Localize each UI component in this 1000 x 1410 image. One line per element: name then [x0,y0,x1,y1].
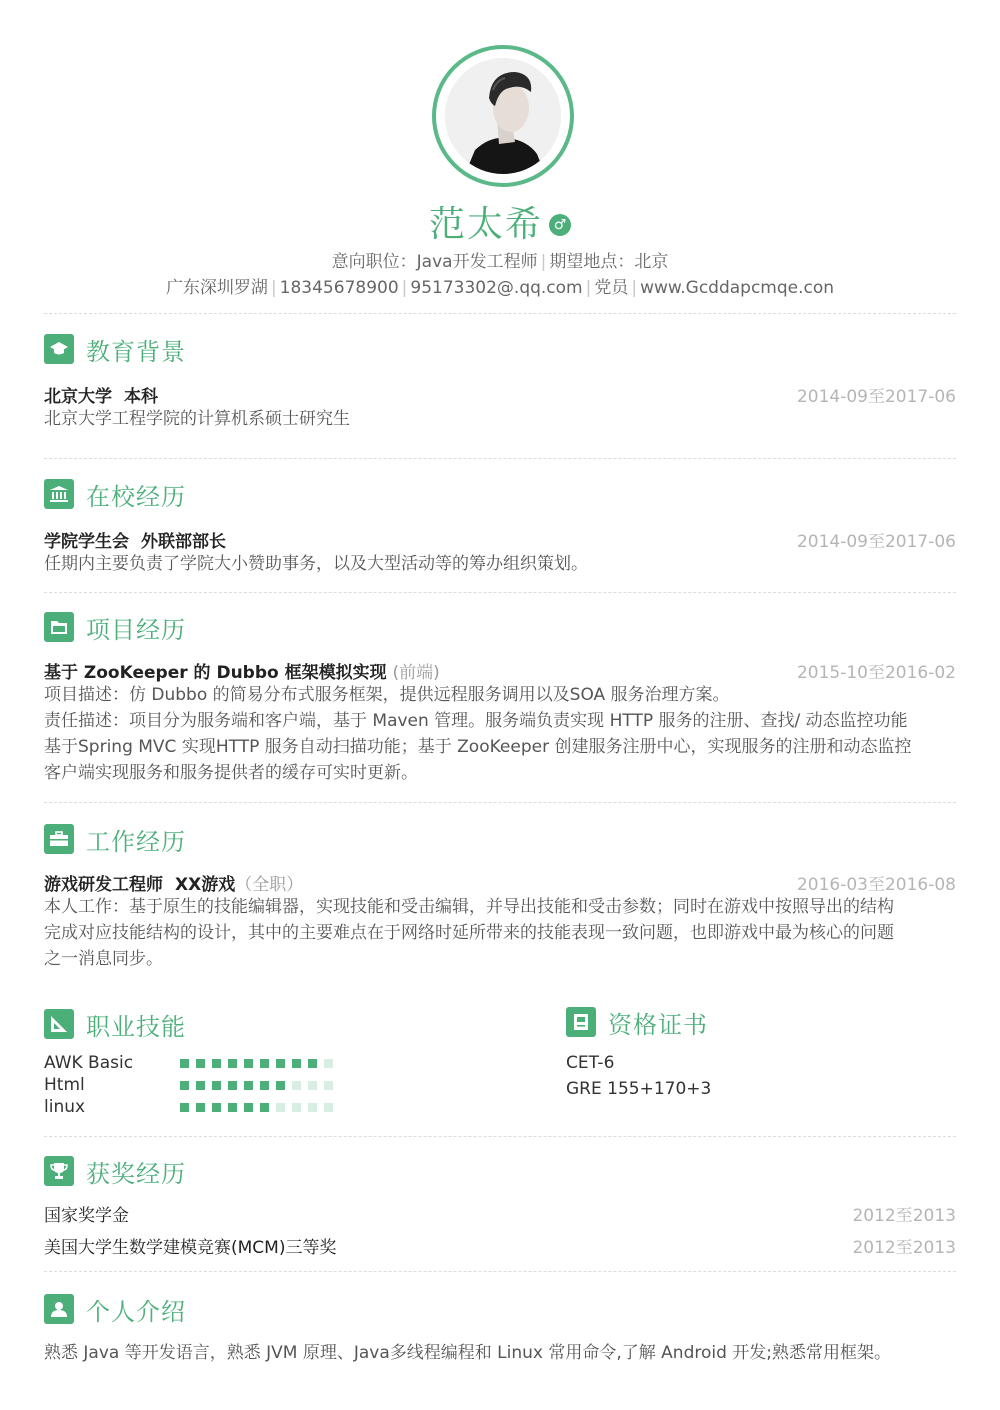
skill-dot-empty [292,1103,301,1112]
award-row [44,1201,956,1227]
award-name: 国家奖学金 [44,1206,129,1226]
skill-name: AWK Basic [44,1053,134,1073]
work-heading [44,870,303,895]
skill-dot-filled [244,1059,253,1068]
date: 2012至2013 [852,1238,956,1258]
avatar-frame [432,45,574,187]
campus-row [44,527,956,553]
certificate-icon [566,1007,596,1037]
campus-desc: 任期内主要负责了学院大小赞助事务，以及大型活动等的筹办组织策划。 [44,554,588,574]
job-type: （全职） [235,875,304,895]
text-line: 客户端实现服务和服务提供者的缓存可实时更新。 [44,763,418,783]
person-icon [44,1294,74,1324]
separator: | [270,278,277,298]
job-intent-line [0,247,1000,272]
skill-dot-empty [292,1081,301,1090]
education-row [44,382,956,408]
skill-dot-filled [180,1059,189,1068]
project-desc [44,682,956,786]
separator: | [585,278,592,298]
skill-dot-filled [196,1081,205,1090]
company: XX游戏 [175,875,236,895]
resume-header [0,0,1000,310]
project-row [44,658,956,684]
party: 党员 [594,278,629,298]
date: 2015-10至2016-02 [796,663,956,683]
skill-dot-filled [212,1103,221,1112]
skill-dot-empty [324,1103,333,1112]
date: 2014-09至2017-06 [796,532,956,552]
section-title: 职业技能 [86,1013,186,1041]
contact-line [0,273,1000,298]
skill-dot-filled [228,1059,237,1068]
skill-dot-filled [228,1081,237,1090]
address: 广东深圳罗湖 [165,278,268,298]
education-heading [44,382,158,407]
institution-icon [44,479,74,509]
avatar [445,58,561,174]
divider [44,802,956,803]
candidate-name: 范太希 [428,204,543,245]
folder-icon [44,612,74,642]
divider [44,313,956,314]
work-row [44,870,956,896]
skill-name: Html [44,1075,85,1095]
organization: 学院学生会 [44,532,129,552]
project-tag: (前端) [392,663,440,683]
divider [44,1271,956,1272]
skill-dot-filled [276,1081,285,1090]
section-title: 教育背景 [86,338,186,366]
skill-dot-empty [276,1103,285,1112]
graduation-cap-icon [44,334,74,364]
text-line: 完成对应技能结构的设计，其中的主要难点在于网络时延所带来的技能表现一致问题，也即游戏中最为核心的问题 [44,923,894,943]
skill-dot-filled [180,1103,189,1112]
location-label: 期望地点： [549,252,635,272]
job-role: 游戏研发工程师 [44,875,163,895]
intent-label: 意向职位： [331,252,417,272]
intro-text: 熟悉 Java 等开发语言，熟悉 JVM 原理、Java多线程编程和 Linux 常用命令,了解 Android 开发;熟悉常用框架。 [44,1343,892,1363]
separator: | [401,278,408,298]
skill-dot-filled [260,1103,269,1112]
skill-dot-filled [292,1059,301,1068]
section-title: 在校经历 [86,483,186,511]
intent-value: Java开发工程师 [416,252,538,272]
skill-name: linux [44,1097,86,1117]
phone: 18345678900 [279,278,399,298]
separator: | [540,252,547,272]
skill-dot-empty [308,1103,317,1112]
name-row [0,196,1000,247]
skill-dot-filled [308,1059,317,1068]
date: 2012至2013 [852,1206,956,1226]
skill-dot-filled [244,1103,253,1112]
date: 2016-03至2016-08 [796,875,956,895]
skill-dot-filled [196,1059,205,1068]
section-title: 获奖经历 [86,1160,186,1188]
project-heading [44,658,440,683]
section-title: 工作经历 [86,828,186,856]
briefcase-icon [44,824,74,854]
skill-dot-empty [308,1081,317,1090]
text-line: 项目描述：仿 Dubbo 的简易分布式服务框架，提供远程服务调用以及SOA 服务治理方案。 [44,685,730,705]
skill-dot-filled [212,1081,221,1090]
degree: 本科 [124,387,158,407]
education-desc: 北京大学工程学院的计算机系硕士研究生 [44,409,350,429]
award-row [44,1233,956,1259]
email-link[interactable]: 95173302@.qq.com [410,278,583,298]
skill-dot-empty [324,1059,333,1068]
male-icon: ♂ [549,214,571,236]
skill-dot-filled [212,1059,221,1068]
separator: | [631,278,638,298]
date: 2014-09至2017-06 [796,387,956,407]
section-title: 资格证书 [608,1011,708,1039]
skill-dot-filled [260,1059,269,1068]
skill-dot-empty [324,1081,333,1090]
skill-dot-filled [180,1081,189,1090]
project-name: 基于 ZooKeeper 的 Dubbo 框架模拟实现 [44,663,387,683]
website-link[interactable]: www.Gcddapcmqe.con [640,278,835,298]
section-title: 项目经历 [86,616,186,644]
text-line: 责任描述：项目分为服务端和客户端，基于 Maven 管理。服务端负责实现 HTTP 服务的注册、查找/ 动态监控功能 [44,711,908,731]
skill-dot-filled [228,1103,237,1112]
location-value: 北京 [634,252,669,272]
divider [44,592,956,593]
campus-heading [44,527,226,552]
divider [44,1136,956,1137]
school-name: 北京大学 [44,387,112,407]
divider [44,458,956,459]
trophy-icon [44,1156,74,1186]
text-line: 之一消息同步。 [44,949,163,969]
skill-dot-filled [244,1081,253,1090]
section-title: 个人介绍 [86,1298,186,1326]
text-line: 基于Spring MVC 实现HTTP 服务自动扫描功能；基于 ZooKeeper 创建服务注册中心，实现服务的注册和动态监控 [44,737,912,757]
text-line: 本人工作：基于原生的技能编辑器，实现技能和受击编辑，并导出技能和受击参数；同时在游戏中按照导出的结构 [44,897,894,917]
skill-dot-filled [260,1081,269,1090]
certificate-item: CET-6 [566,1053,615,1073]
set-square-icon [44,1009,74,1039]
certificate-item: GRE 155+170+3 [566,1079,712,1099]
skill-dot-filled [196,1103,205,1112]
award-name: 美国大学生数学建模竞赛(MCM)三等奖 [44,1238,337,1258]
work-desc [44,894,956,972]
skill-dot-filled [276,1059,285,1068]
role: 外联部部长 [141,532,226,552]
